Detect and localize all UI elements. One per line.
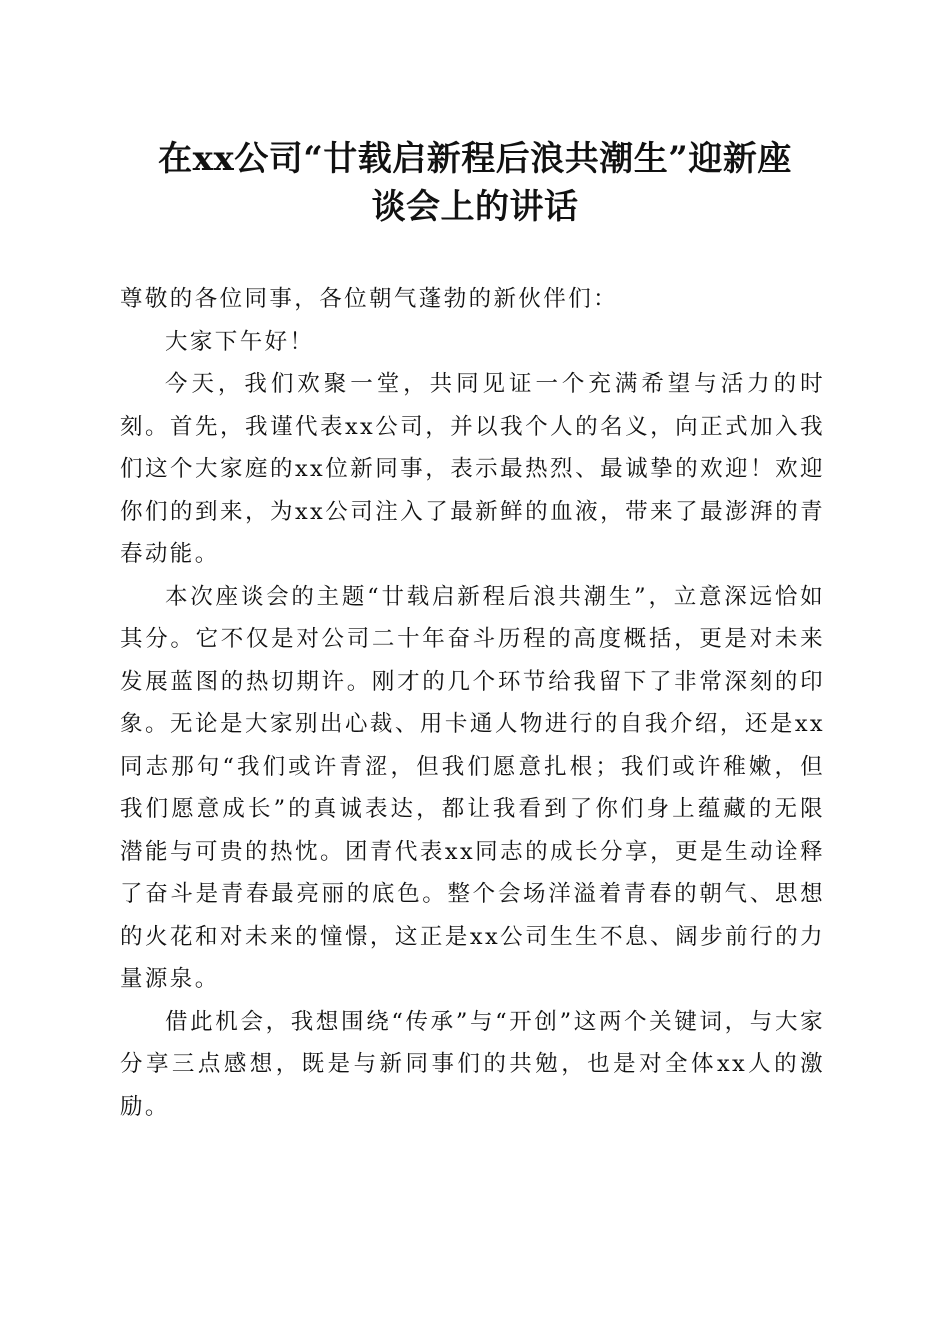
document-title <box>110 135 840 231</box>
salutation: 尊敬的各位同事，各位朝气蓬勃的新伙伴们： <box>120 286 619 312</box>
title-line-2: 谈会上的讲话 <box>371 187 579 227</box>
paragraph-greeting: 大家下午好！ <box>165 328 315 355</box>
paragraph-welcome: 今天，我们欢聚一堂，共同见证一个充满希望与活力的时刻。首先，我谨代表xx公司，并以我个人的名义，向正式加入我们这个大家庭的xx位新同事，表示最热烈、最诚挚的欢迎！欢迎你们的到来，为xx公司注入了最新鲜的血液，带来了最澎湃的青春动能。 <box>120 371 825 567</box>
document-body <box>120 278 825 1128</box>
title-line-1: 在xx公司“廿载启新程后浪共潮生”迎新座 <box>158 139 792 179</box>
paragraph-theme: 本次座谈会的主题“廿载启新程后浪共潮生”，立意深远恰如其分。它不仅是对公司二十年奋斗历程的高度概括，更是对未来发展蓝图的热切期许。刚才的几个环节给我留下了非常深刻的印象。无论是大家别出心裁、用卡通人物进行的自我介绍，还是xx同志那句“我们或许青涩，但我们愿意扎根；我们或许稚嫩，但我们愿意成长”的真诚表达，都让我看到了你们身上蕴藏的无限潜能与可贵的热忱。团青代表xx同志的成长分享，更是生动诠释了奋斗是青春最亮丽的底色。整个会场洋溢着青春的朝气、思想的火花和对未来的憧憬，这正是xx公司生生不息、阔步前行的力量源泉。 <box>120 583 825 992</box>
paragraph-thoughts: 借此机会，我想围绕“传承”与“开创”这两个关键词，与大家分享三点感想，既是与新同事们的共勉，也是对全体xx人的激励。 <box>120 1008 825 1120</box>
